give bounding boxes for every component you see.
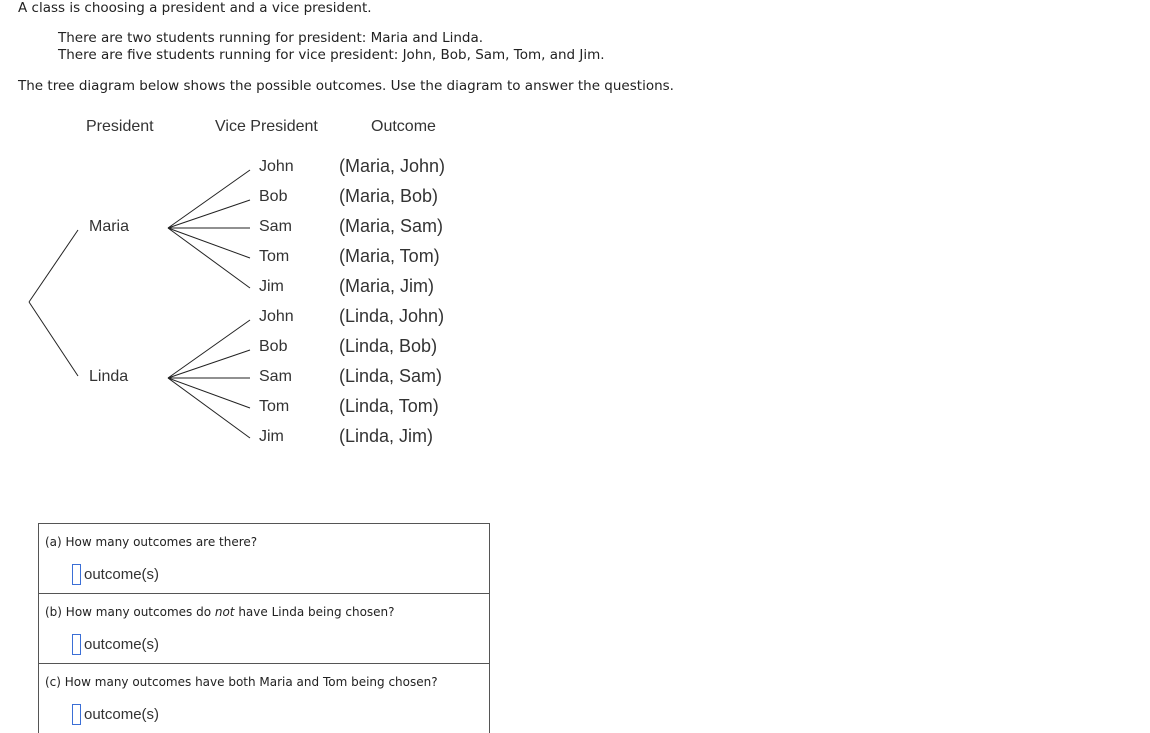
answer-b-row	[72, 634, 159, 655]
question-a-text: (a) How many outcomes are there?	[45, 535, 258, 549]
answer-a-unit: outcome(s)	[84, 566, 160, 583]
outcome-item: (Linda, Bob)	[339, 336, 438, 356]
vp-candidates-text: There are five students running for vice president: John, Bob, Sam, Tom, and Jim.	[58, 47, 605, 63]
outcome-item: (Maria, Sam)	[339, 216, 444, 236]
vp-item: John	[259, 308, 294, 325]
branch-linda-tom	[168, 378, 250, 408]
answer-b-input[interactable]	[72, 634, 81, 655]
vp-item: Tom	[259, 248, 290, 265]
question-b-text	[45, 605, 395, 619]
outcome-item: (Linda, Jim)	[339, 426, 434, 446]
answer-c-input[interactable]	[72, 704, 81, 725]
question-b-emphasis: not	[214, 605, 235, 619]
branch-maria-john	[168, 170, 250, 228]
answer-a-input[interactable]	[72, 564, 81, 585]
branch-root-maria	[29, 230, 78, 302]
question-c-text: (c) How many outcomes have both Maria and Tom being chosen?	[45, 675, 438, 689]
answer-c-unit: outcome(s)	[84, 706, 160, 723]
vp-item: Jim	[259, 278, 284, 295]
vp-item: John	[259, 158, 294, 175]
president-header: President	[86, 118, 154, 135]
branch-maria-bob	[168, 200, 250, 228]
branch-linda-bob	[168, 350, 250, 378]
branch-linda-john	[168, 320, 250, 378]
question-a-panel	[38, 523, 490, 594]
branch-maria-tom	[168, 228, 250, 258]
outcome-item: (Linda, Sam)	[339, 366, 443, 386]
branch-linda-jim	[168, 378, 250, 438]
vp-item: Jim	[259, 428, 284, 445]
branch-maria-jim	[168, 228, 250, 288]
question-b-text-prefix: (b) How many outcomes do	[45, 605, 215, 619]
instruction-text: The tree diagram below shows the possible outcomes. Use the diagram to answer the questions.	[18, 78, 674, 94]
outcome-item: (Maria, John)	[339, 156, 446, 176]
vice-president-header: Vice President	[215, 118, 318, 135]
vp-item: Bob	[259, 188, 288, 205]
question-c-panel	[38, 663, 490, 733]
outcome-header: Outcome	[371, 118, 436, 135]
branch-root-linda	[29, 302, 78, 376]
outcome-item: (Maria, Tom)	[339, 246, 440, 266]
outcome-item: (Linda, Tom)	[339, 396, 439, 416]
question-b-panel	[38, 593, 490, 664]
answer-b-unit: outcome(s)	[84, 636, 160, 653]
outcome-item: (Maria, Bob)	[339, 186, 439, 206]
vp-item: Tom	[259, 398, 290, 415]
question-b-text-suffix: have Linda being chosen?	[234, 605, 395, 619]
vp-item: Bob	[259, 338, 288, 355]
answer-c-row	[72, 704, 159, 725]
outcome-item: (Maria, Jim)	[339, 276, 434, 296]
problem-intro: A class is choosing a president and a vice president.	[18, 0, 372, 16]
outcome-item: (Linda, John)	[339, 306, 445, 326]
president-maria: Maria	[89, 218, 130, 235]
vp-item: Sam	[259, 218, 292, 235]
answer-a-row	[72, 564, 159, 585]
president-candidates-text: There are two students running for president: Maria and Linda.	[58, 30, 484, 46]
vp-item: Sam	[259, 368, 292, 385]
president-linda: Linda	[89, 368, 129, 385]
